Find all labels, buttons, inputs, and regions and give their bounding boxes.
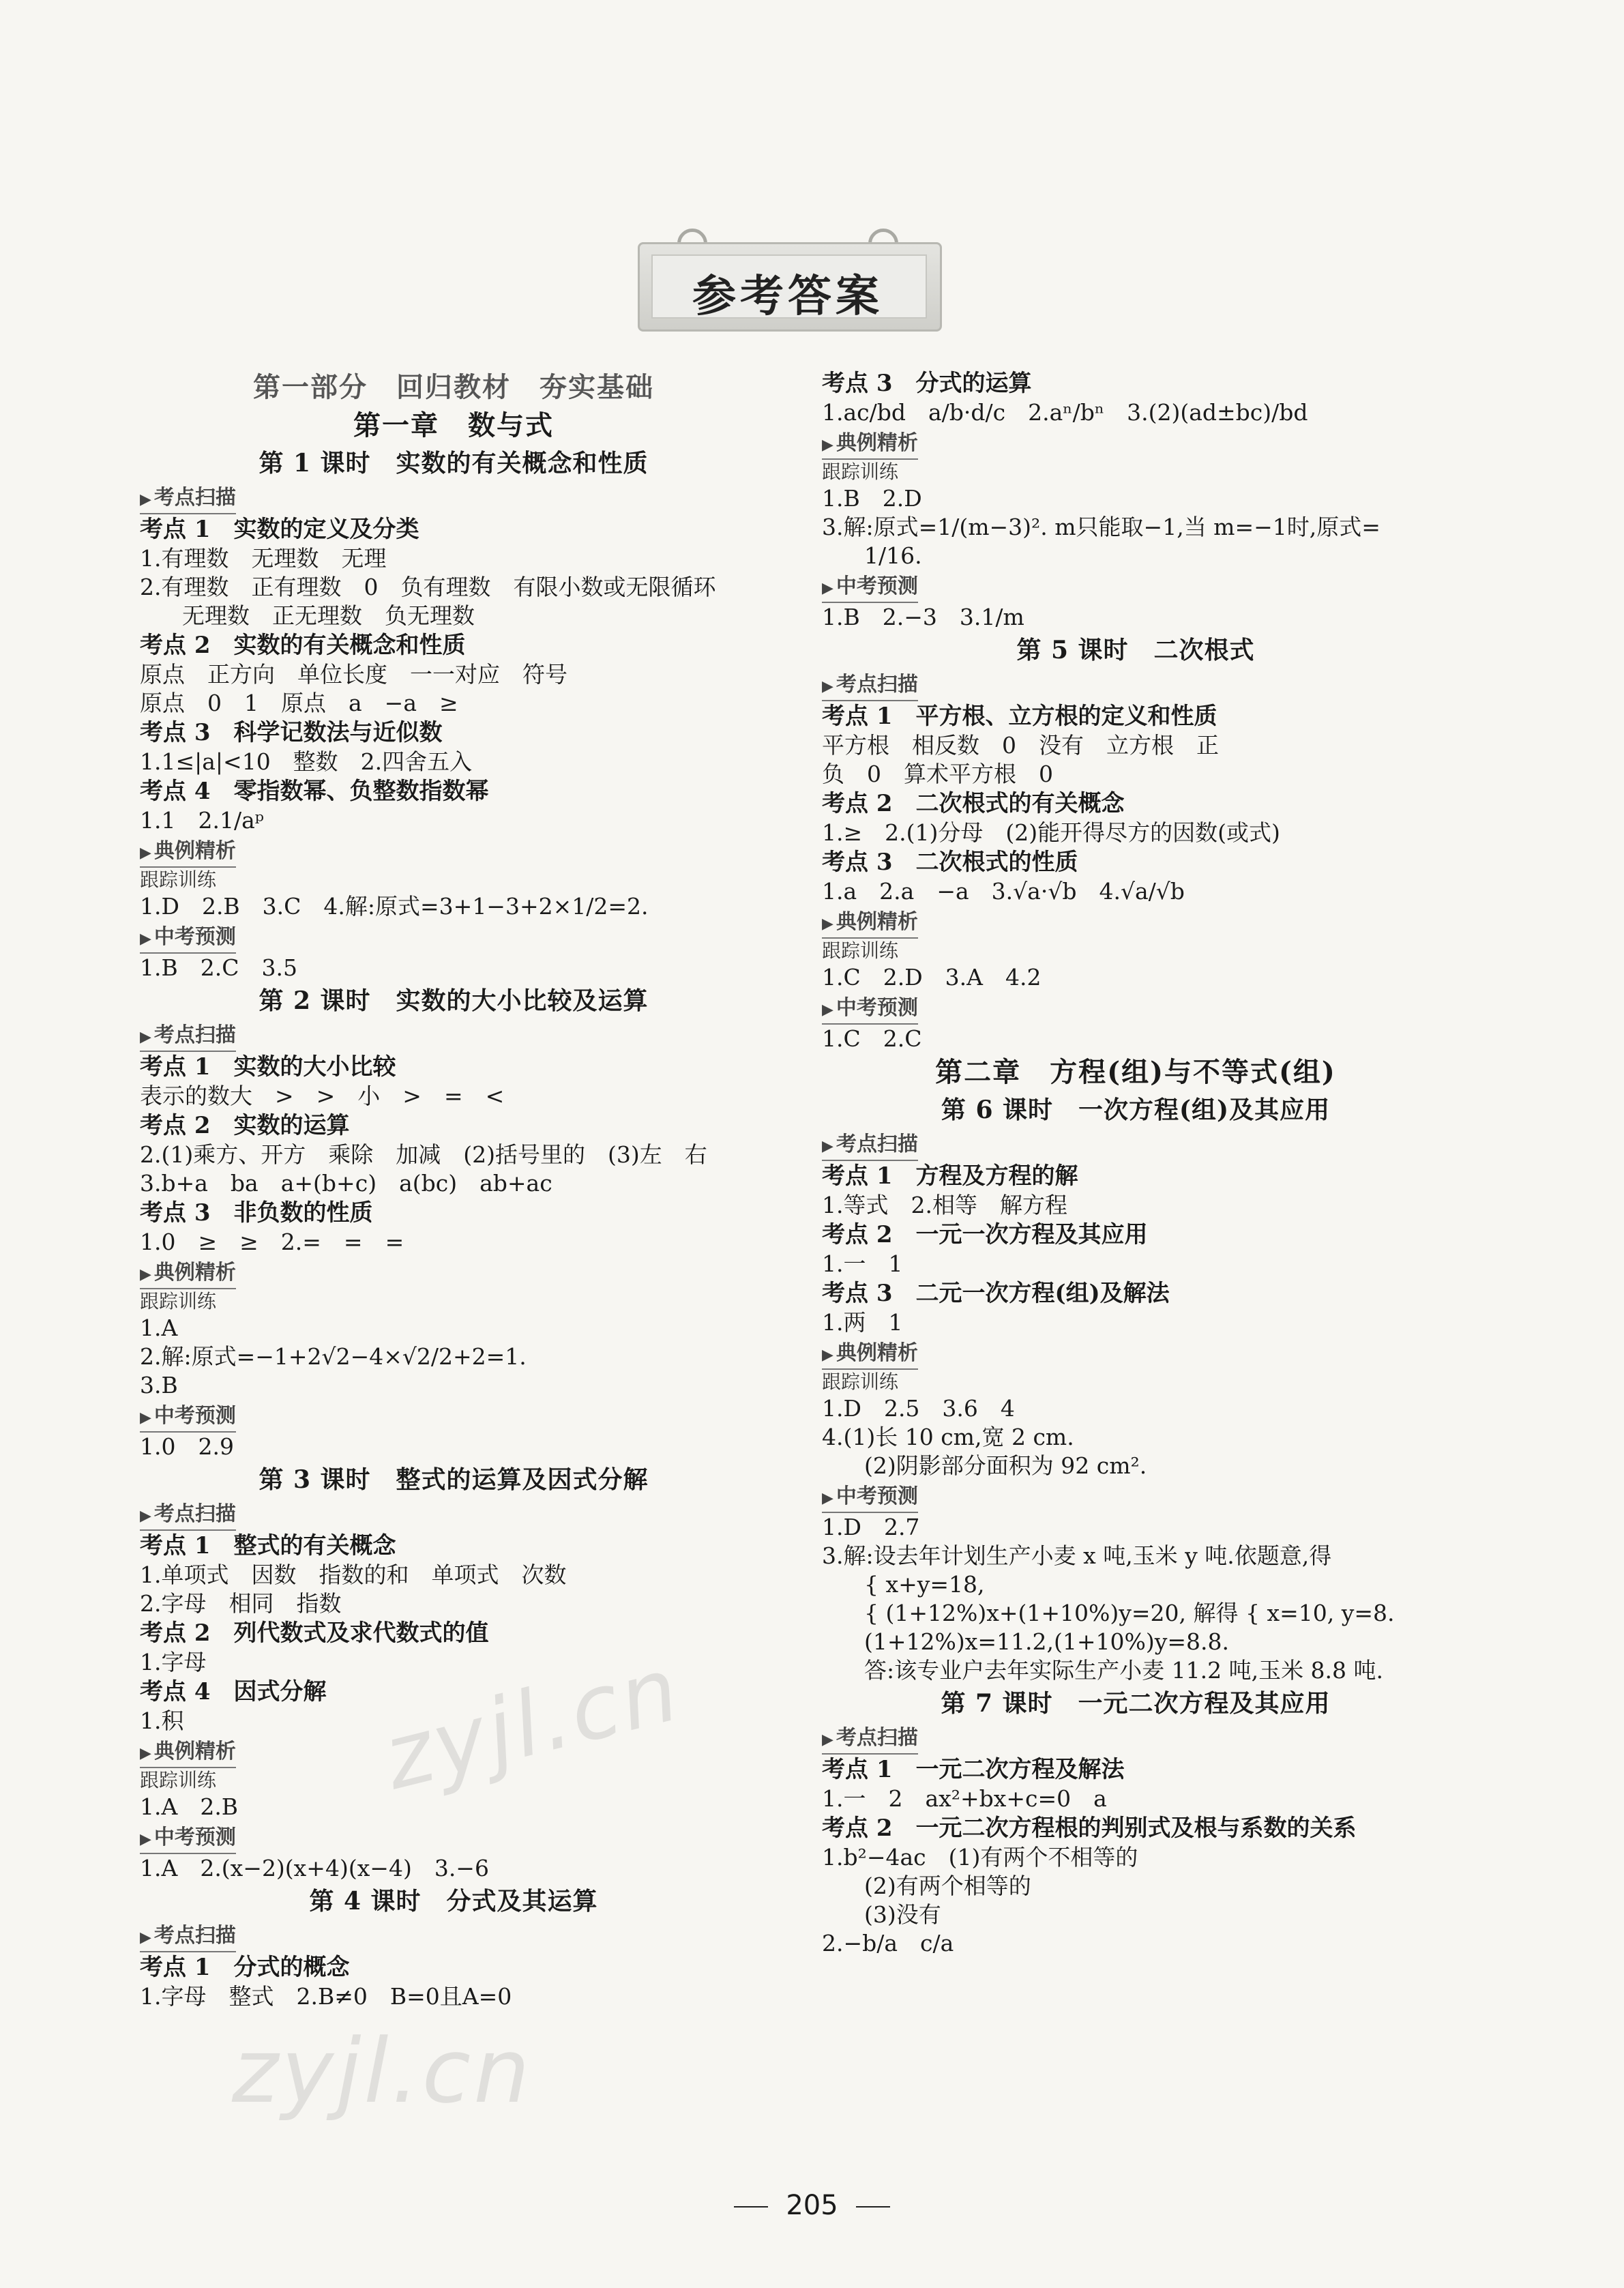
section-tag: ▶ 考点扫描 bbox=[822, 1725, 918, 1755]
page-title: 参考答案 bbox=[692, 272, 883, 322]
test-point-heading: 考点 1 平方根、立方根的定义和性质 bbox=[822, 703, 1217, 730]
section-tag: ▶ 典例精析 bbox=[822, 1340, 918, 1370]
lesson-heading: 第 1 课时 实数的有关概念和性质 bbox=[259, 449, 649, 478]
watermark: zyjl.cn bbox=[374, 1636, 691, 1810]
answer-line: { x+y=18, bbox=[864, 1571, 985, 1598]
test-point-heading: 考点 1 整式的有关概念 bbox=[140, 1532, 396, 1559]
answer-line: 2.−b/a c/a bbox=[822, 1930, 954, 1956]
chapter-heading: 第二章 方程(组)与不等式(组) bbox=[935, 1056, 1336, 1088]
answer-line: 1.一 2 ax²+bx+c=0 a bbox=[822, 1785, 1107, 1812]
section-tag: ▶ 中考预测 bbox=[140, 924, 236, 954]
section-tag: ▶ 典例精析 bbox=[822, 430, 918, 460]
answer-line: 原点 0 1 原点 a −a ≥ bbox=[140, 690, 458, 716]
test-point-heading: 考点 3 科学记数法与近似数 bbox=[140, 719, 443, 746]
answer-line: 1.两 1 bbox=[822, 1309, 903, 1336]
answer-line: 1.字母 整式 2.B≠0 B=0且A=0 bbox=[140, 1983, 512, 2010]
answer-line: 1.D 2.B 3.C 4.解:原式=3+1−3+2×1/2=2. bbox=[140, 893, 649, 920]
section-tag: ▶ 考点扫描 bbox=[140, 1501, 236, 1531]
dash-right bbox=[856, 2206, 890, 2208]
answer-line: 2.有理数 正有理数 0 负有理数 有限小数或无限循环 bbox=[140, 574, 716, 600]
section-tag: ▶ 典例精析 bbox=[822, 909, 918, 939]
subheading: 跟踪训练 bbox=[140, 868, 217, 891]
section-tag: ▶ 中考预测 bbox=[822, 1483, 918, 1513]
section-tag: ▶ 典例精析 bbox=[140, 1259, 236, 1289]
answer-line: 1.0 ≥ ≥ 2.= = = bbox=[140, 1229, 404, 1255]
answer-line: (2)阴影部分面积为 92 cm². bbox=[864, 1452, 1147, 1479]
section-tag: ▶ 考点扫描 bbox=[140, 1922, 236, 1952]
lesson-heading: 第 5 课时 二次根式 bbox=[1016, 636, 1255, 664]
subheading: 跟踪训练 bbox=[140, 1290, 217, 1312]
part-heading: 第一部分 回归教材 夯实基础 bbox=[253, 371, 654, 403]
chapter-heading: 第一章 数与式 bbox=[353, 409, 554, 441]
answer-line: 1.一 1 bbox=[822, 1250, 903, 1277]
answer-line: 1.0 2.9 bbox=[140, 1433, 234, 1460]
answer-line: 1.等式 2.相等 解方程 bbox=[822, 1192, 1067, 1218]
test-point-heading: 考点 1 实数的定义及分类 bbox=[140, 516, 419, 543]
answer-line: 无理数 正无理数 负无理数 bbox=[182, 602, 475, 629]
answer-line: 负 0 算术平方根 0 bbox=[822, 761, 1053, 787]
section-tag: ▶ 考点扫描 bbox=[822, 671, 918, 701]
test-point-heading: 考点 4 因式分解 bbox=[140, 1678, 327, 1705]
answer-line: 1.B 2.C 3.5 bbox=[140, 954, 297, 981]
answer-line: 1.A bbox=[140, 1315, 178, 1341]
section-tag: ▶ 考点扫描 bbox=[140, 484, 236, 514]
answer-line: { (1+12%)x+(1+10%)y=20, 解得 { x=10, y=8. bbox=[864, 1600, 1395, 1626]
page-number bbox=[0, 2190, 1624, 2221]
test-point-heading: 考点 3 非负数的性质 bbox=[140, 1199, 373, 1227]
right-column bbox=[822, 368, 1449, 1958]
test-point-heading: 考点 3 分式的运算 bbox=[822, 370, 1032, 397]
subheading: 跟踪训练 bbox=[140, 1769, 217, 1791]
test-point-heading: 考点 1 方程及方程的解 bbox=[822, 1162, 1078, 1190]
section-tag: ▶ 考点扫描 bbox=[140, 1022, 236, 1052]
answer-line: 2.(1)乘方、开方 乘除 加减 (2)括号里的 (3)左 右 bbox=[140, 1141, 707, 1168]
answer-line: 平方根 相反数 0 没有 立方根 正 bbox=[822, 732, 1219, 759]
test-point-heading: 考点 2 列代数式及求代数式的值 bbox=[140, 1619, 489, 1647]
subheading: 跟踪训练 bbox=[822, 460, 899, 483]
answer-line: 4.(1)长 10 cm,宽 2 cm. bbox=[822, 1424, 1074, 1450]
answer-line: 1.C 2.C bbox=[822, 1025, 922, 1052]
lesson-heading: 第 4 课时 分式及其运算 bbox=[309, 1887, 598, 1916]
answer-line: (1+12%)x=11.2,(1+10%)y=8.8. bbox=[864, 1628, 1229, 1655]
lesson-heading: 第 2 课时 实数的大小比较及运算 bbox=[259, 986, 649, 1015]
lesson-heading: 第 7 课时 一元二次方程及其应用 bbox=[941, 1689, 1331, 1718]
title-banner bbox=[638, 229, 938, 331]
lesson-heading: 第 6 课时 一次方程(组)及其应用 bbox=[941, 1096, 1331, 1124]
answer-line: 原点 正方向 单位长度 一一对应 符号 bbox=[140, 661, 567, 688]
subheading: 跟踪训练 bbox=[822, 939, 899, 962]
answer-line: 3.b+a ba a+(b+c) a(bc) ab+ac bbox=[140, 1170, 552, 1197]
answer-line: 2.解:原式=−1+2√2−4×√2/2+2=1. bbox=[140, 1343, 527, 1370]
answer-line: 1.a 2.a −a 3.√a·√b 4.√a/√b bbox=[822, 878, 1185, 905]
section-tag: ▶ 中考预测 bbox=[140, 1403, 236, 1433]
test-point-heading: 考点 1 实数的大小比较 bbox=[140, 1053, 396, 1081]
answer-line: 3.解:原式=1/(m−3)². m只能取−1,当 m=−1时,原式= bbox=[822, 514, 1381, 540]
answer-line: 3.解:设去年计划生产小麦 x 吨,玉米 y 吨.依题意,得 bbox=[822, 1542, 1332, 1569]
test-point-heading: 考点 2 一元一次方程及其应用 bbox=[822, 1221, 1148, 1248]
answer-line: 3.B bbox=[140, 1372, 178, 1398]
answer-line: 1/16. bbox=[864, 542, 922, 569]
page-number-text: 205 bbox=[786, 2190, 838, 2221]
lesson-heading: 第 3 课时 整式的运算及因式分解 bbox=[259, 1465, 649, 1494]
watermark: zyjl.cn bbox=[232, 2019, 533, 2123]
answer-line: 1.B 2.D bbox=[822, 485, 922, 512]
section-tag: ▶ 中考预测 bbox=[822, 995, 918, 1025]
answer-line: 1.D 2.5 3.6 4 bbox=[822, 1395, 1015, 1422]
section-tag: ▶ 中考预测 bbox=[822, 573, 918, 603]
answer-line: 1.≥ 2.(1)分母 (2)能开得尽方的因数(或式) bbox=[822, 819, 1280, 846]
answer-line: (2)有两个相等的 bbox=[864, 1873, 1031, 1899]
answer-line: 1.A 2.(x−2)(x+4)(x−4) 3.−6 bbox=[140, 1855, 489, 1881]
answer-line: 1.ac/bd a/b·d/c 2.aⁿ/bⁿ 3.(2)(ad±bc)/bd bbox=[822, 399, 1308, 426]
test-point-heading: 考点 2 一元二次方程根的判别式及根与系数的关系 bbox=[822, 1815, 1357, 1842]
test-point-heading: 考点 3 二次根式的性质 bbox=[822, 849, 1078, 876]
answer-line: 答:该专业户去年实际生产小麦 11.2 吨,玉米 8.8 吨. bbox=[864, 1657, 1384, 1684]
answer-line: 1.D 2.7 bbox=[822, 1514, 920, 1540]
answer-line: 表示的数大 > > 小 > = < bbox=[140, 1083, 505, 1109]
answer-line: (3)没有 bbox=[864, 1901, 941, 1928]
section-tag: ▶ 典例精析 bbox=[140, 1738, 236, 1768]
answer-line: 1.1 2.1/aᵖ bbox=[140, 807, 264, 834]
answer-line: 1.字母 bbox=[140, 1649, 207, 1675]
test-point-heading: 考点 3 二元一次方程(组)及解法 bbox=[822, 1280, 1170, 1307]
answer-line: 1.A 2.B bbox=[140, 1793, 239, 1820]
answer-line: 1.单项式 因数 指数的和 单项式 次数 bbox=[140, 1561, 567, 1588]
answer-line: 1.B 2.−3 3.1/m bbox=[822, 604, 1024, 630]
section-tag: ▶ 典例精析 bbox=[140, 838, 236, 868]
answer-line: 2.字母 相同 指数 bbox=[140, 1590, 342, 1617]
dash-left bbox=[734, 2206, 768, 2208]
answer-line: 1.b²−4ac (1)有两个不相等的 bbox=[822, 1844, 1138, 1871]
test-point-heading: 考点 2 二次根式的有关概念 bbox=[822, 790, 1125, 817]
test-point-heading: 考点 1 一元二次方程及解法 bbox=[822, 1756, 1125, 1783]
answer-line: 1.有理数 无理数 无理 bbox=[140, 545, 387, 572]
subheading: 跟踪训练 bbox=[822, 1370, 899, 1393]
test-point-heading: 考点 4 零指数幂、负整数指数幂 bbox=[140, 778, 489, 805]
test-point-heading: 考点 1 分式的概念 bbox=[140, 1954, 350, 1981]
section-tag: ▶ 考点扫描 bbox=[822, 1131, 918, 1161]
answer-line: 1.C 2.D 3.A 4.2 bbox=[822, 964, 1042, 991]
test-point-heading: 考点 2 实数的运算 bbox=[140, 1112, 350, 1139]
test-point-heading: 考点 2 实数的有关概念和性质 bbox=[140, 632, 466, 659]
answer-line: 1.积 bbox=[140, 1707, 184, 1734]
section-tag: ▶ 中考预测 bbox=[140, 1824, 236, 1854]
answer-line: 1.1≤|a|<10 整数 2.四舍五入 bbox=[140, 748, 473, 775]
